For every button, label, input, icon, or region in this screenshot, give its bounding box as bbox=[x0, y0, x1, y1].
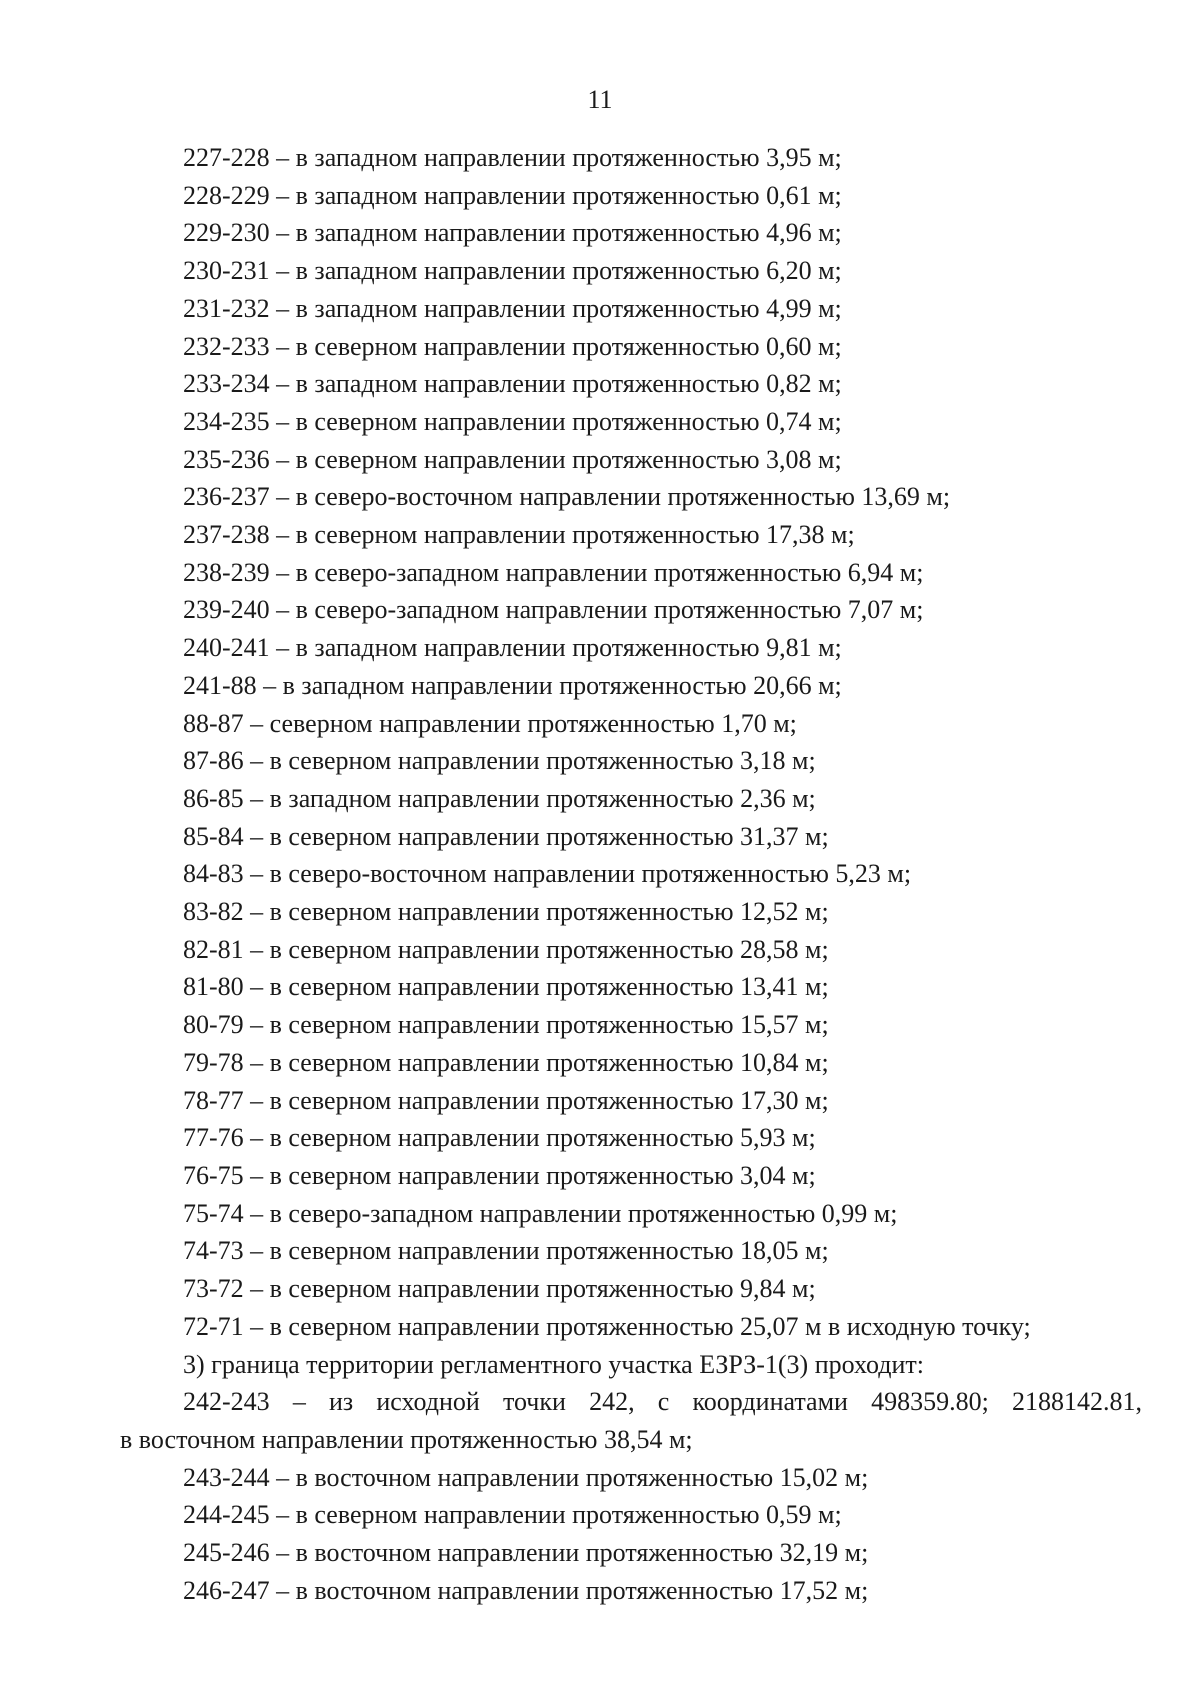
boundary-line: 80-79 – в северном направлении протяженностью 15,57 м; bbox=[183, 1010, 829, 1040]
boundary-line: 245-246 – в восточном направлении протяженностью 32,19 м; bbox=[183, 1538, 869, 1568]
start-point-paragraph bbox=[120, 1383, 1142, 1458]
boundary-line: 229-230 – в западном направлении протяженностью 4,96 м; bbox=[183, 218, 842, 248]
boundary-line: 82-81 – в северном направлении протяженностью 28,58 м; bbox=[183, 934, 829, 964]
boundary-line: 76-75 – в северном направлении протяженностью 3,04 м; bbox=[183, 1160, 816, 1190]
boundary-line: 85-84 – в северном направлении протяженностью 31,37 м; bbox=[183, 821, 829, 851]
boundary-line: 227-228 – в западном направлении протяженностью 3,95 м; bbox=[183, 143, 842, 172]
boundary-line: 243-244 – в восточном направлении протяженностью 15,02 м; bbox=[183, 1462, 869, 1492]
boundary-line: 241-88 – в западном направлении протяженностью 20,66 м; bbox=[183, 670, 842, 700]
boundary-line: 231-232 – в западном направлении протяженностью 4,99 м; bbox=[183, 293, 842, 323]
boundary-line: 238-239 – в северо-западном направлении протяженностью 6,94 м; bbox=[183, 557, 924, 587]
boundary-line: 84-83 – в северо-восточном направлении протяженностью 5,23 м; bbox=[183, 859, 912, 889]
boundary-line: 81-80 – в северном направлении протяженностью 13,41 м; bbox=[183, 972, 829, 1002]
boundary-line: 86-85 – в западном направлении протяженностью 2,36 м; bbox=[183, 783, 816, 813]
boundary-line: 240-241 – в западном направлении протяженностью 9,81 м; bbox=[183, 633, 842, 663]
boundary-line: 74-73 – в северном направлении протяженностью 18,05 м; bbox=[183, 1236, 829, 1266]
boundary-line: 246-247 – в восточном направлении протяженностью 17,52 м; bbox=[183, 1575, 869, 1605]
start-point-line: 242-243 – из исходной точки 242, с координатами 498359.80; 2188142.81, bbox=[183, 1387, 1142, 1417]
page-number: 11 bbox=[587, 85, 613, 114]
boundary-line: 236-237 – в северо-восточном направлении протяженностью 13,69 м; bbox=[183, 482, 951, 512]
boundary-line: 235-236 – в северном направлении протяженностью 3,08 м; bbox=[183, 444, 842, 474]
boundary-line: 77-76 – в северном направлении протяженностью 5,93 м; bbox=[183, 1123, 816, 1153]
start-point-continuation: в восточном направлении протяженностью 38,54 м; bbox=[120, 1424, 693, 1454]
boundary-line: 244-245 – в северном направлении протяженностью 0,59 м; bbox=[183, 1500, 842, 1530]
boundary-line: 230-231 – в западном направлении протяженностью 6,20 м; bbox=[183, 256, 842, 286]
boundary-line: 239-240 – в северо-западном направлении протяженностью 7,07 м; bbox=[183, 595, 924, 625]
boundary-line: 87-86 – в северном направлении протяженностью 3,18 м; bbox=[183, 746, 816, 776]
boundary-line: 83-82 – в северном направлении протяженностью 12,52 м; bbox=[183, 897, 829, 927]
boundary-line: 73-72 – в северном направлении протяженностью 9,84 м; bbox=[183, 1274, 816, 1304]
boundary-line: 88-87 – северном направлении протяженностью 1,70 м; bbox=[183, 708, 797, 738]
boundary-line: 232-233 – в северном направлении протяженностью 0,60 м; bbox=[183, 331, 842, 361]
document-body bbox=[120, 139, 1142, 1609]
boundary-line: 78-77 – в северном направлении протяженностью 17,30 м; bbox=[183, 1085, 829, 1115]
section-heading: 3) граница территории регламентного участка ЕЗРЗ-1(3) проходит: bbox=[183, 1349, 924, 1379]
boundary-line: 228-229 – в западном направлении протяженностью 0,61 м; bbox=[183, 180, 842, 210]
boundary-line: 233-234 – в западном направлении протяженностью 0,82 м; bbox=[183, 369, 842, 399]
boundary-line: 237-238 – в северном направлении протяженностью 17,38 м; bbox=[183, 520, 855, 550]
boundary-line: 234-235 – в северном направлении протяженностью 0,74 м; bbox=[183, 406, 842, 436]
boundary-line: 75-74 – в северо-западном направлении протяженностью 0,99 м; bbox=[183, 1198, 898, 1228]
boundary-line: 72-71 – в северном направлении протяженностью 25,07 м в исходную точку; bbox=[183, 1311, 1031, 1341]
boundary-line: 79-78 – в северном направлении протяженностью 10,84 м; bbox=[183, 1047, 829, 1077]
